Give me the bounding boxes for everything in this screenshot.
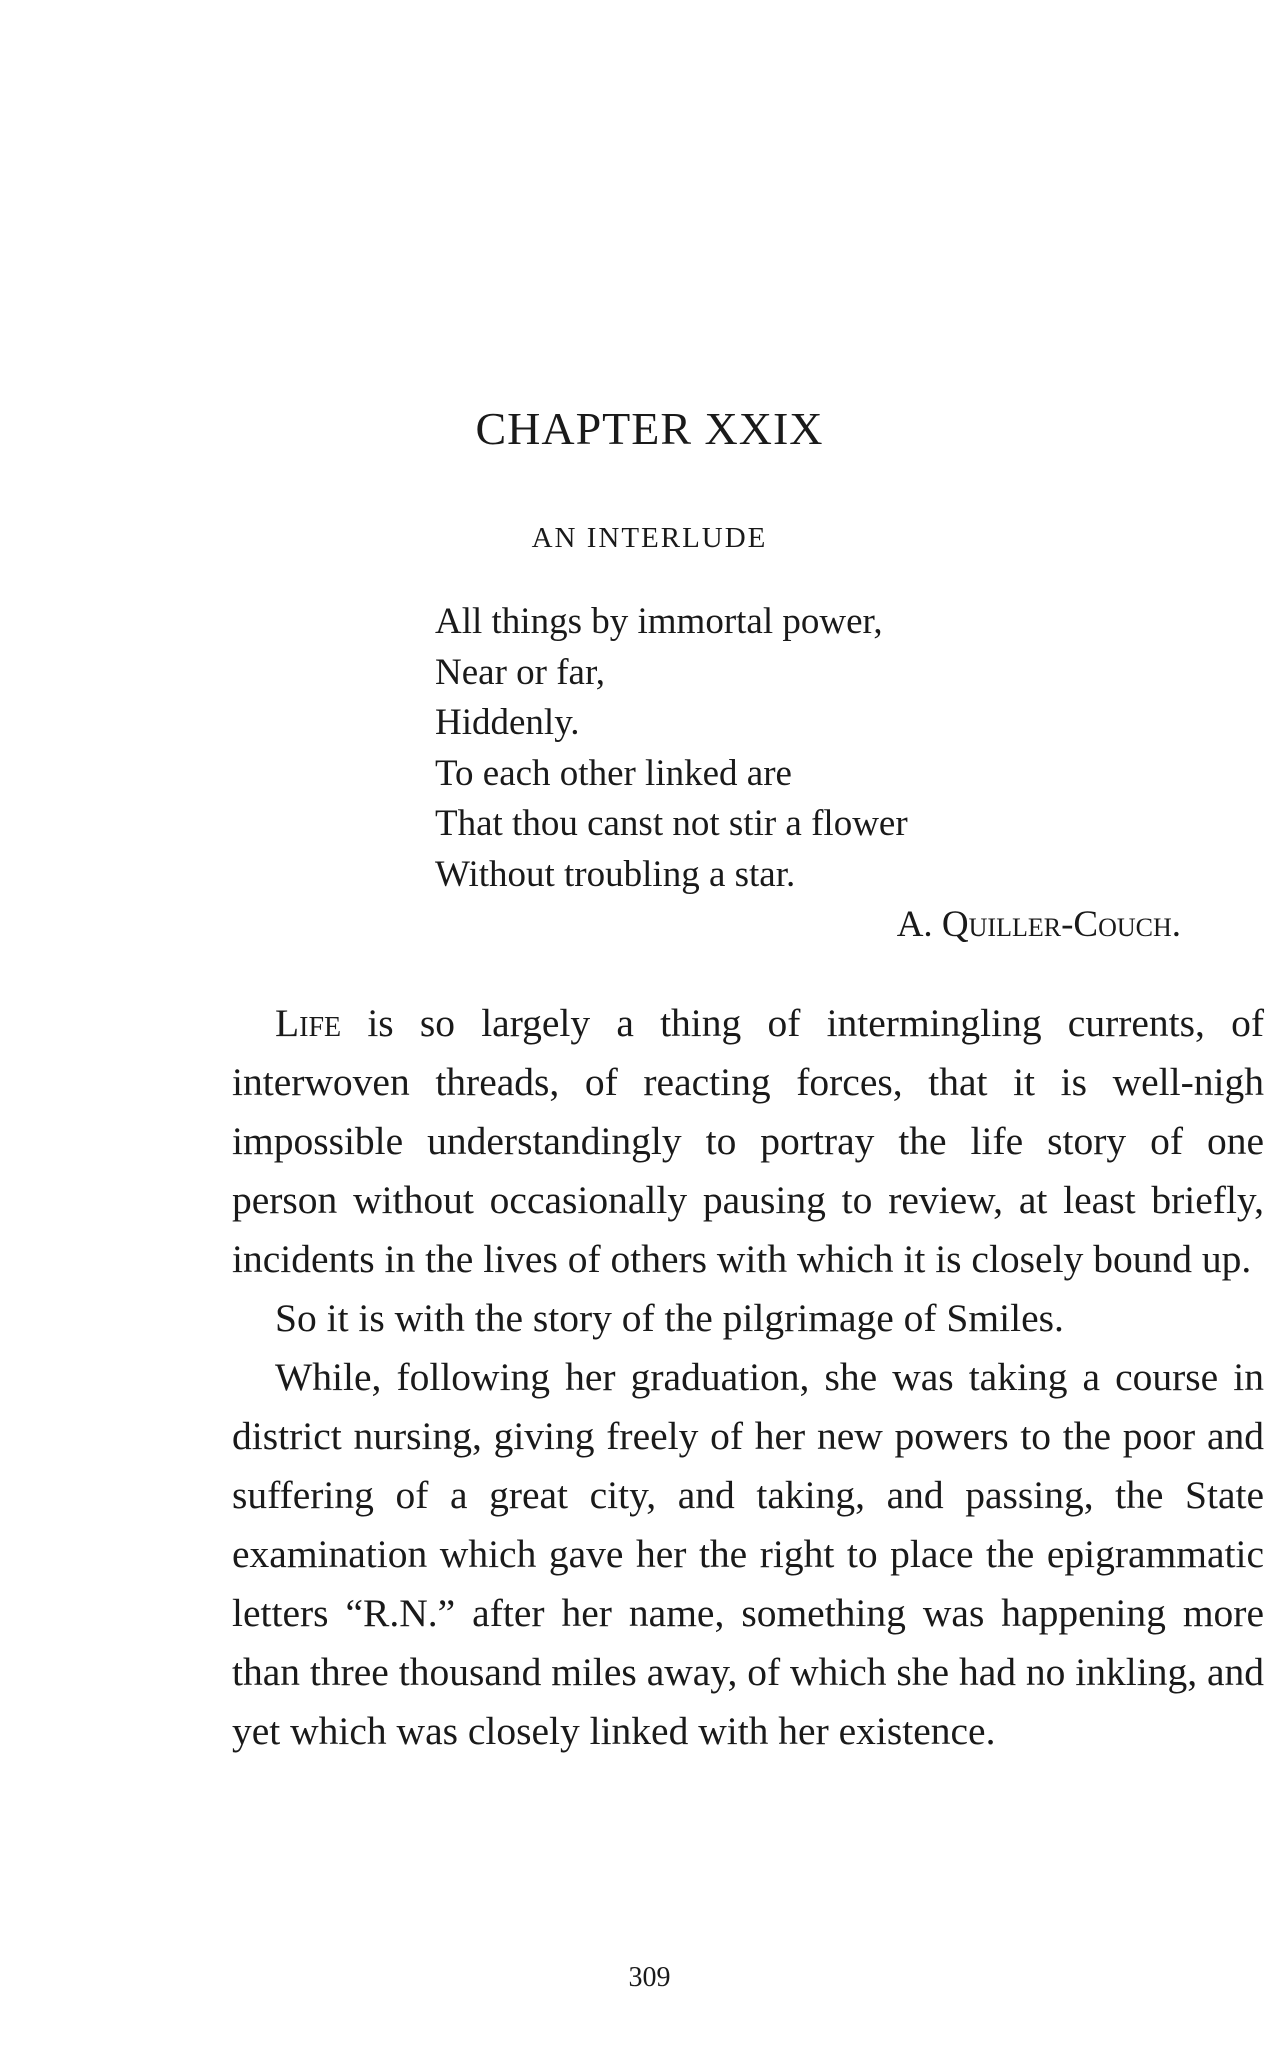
- epigraph-line: Near or far,: [435, 651, 606, 693]
- chapter-title: CHAPTER XXIX: [475, 403, 824, 454]
- paragraph-text: is so largely a thing of intermingling currents, of interwoven threads, of reacting forces, that it is well-nigh impossible understandingly to portray the life story of one person without occasionally pausing to review, at least briefly, incidents in the lives of others with which it is closely bound up.: [232, 1001, 1264, 1281]
- paragraph: [232, 1289, 1264, 1348]
- epigraph: [435, 597, 1195, 951]
- paragraph: [232, 994, 1264, 1289]
- chapter-subtitle: AN INTERLUDE: [531, 522, 768, 554]
- paragraph-lead-word: Life: [275, 1001, 342, 1045]
- epigraph-line: All things by immortal power,: [435, 601, 883, 642]
- paragraph-text: So it is with the story of the pilgrimage of Smiles.: [275, 1296, 1064, 1340]
- body-text: [232, 994, 1264, 1761]
- paragraph: [232, 1348, 1264, 1761]
- epigraph-line: To each other linked are: [435, 752, 792, 794]
- epigraph-attribution: A. Quiller-Couch.: [896, 904, 1181, 945]
- paragraph-text: While, following her graduation, she was taking a course in district nursing, giving freely of her new powers to the poor and suffering of a great city, and taking, and passing, the State examination which gave her the right to place the epigrammatic letters “R.N.” after her name, something was happening more than three thousand miles away, of which she had no inkling, and yet which was closely linked with her existence.: [232, 1355, 1264, 1753]
- epigraph-line: Hiddenly.: [435, 702, 580, 743]
- epigraph-line: That thou canst not stir a flower: [435, 803, 908, 844]
- epigraph-line: Without troubling a star.: [435, 853, 796, 895]
- page-number: 309: [628, 1962, 671, 1993]
